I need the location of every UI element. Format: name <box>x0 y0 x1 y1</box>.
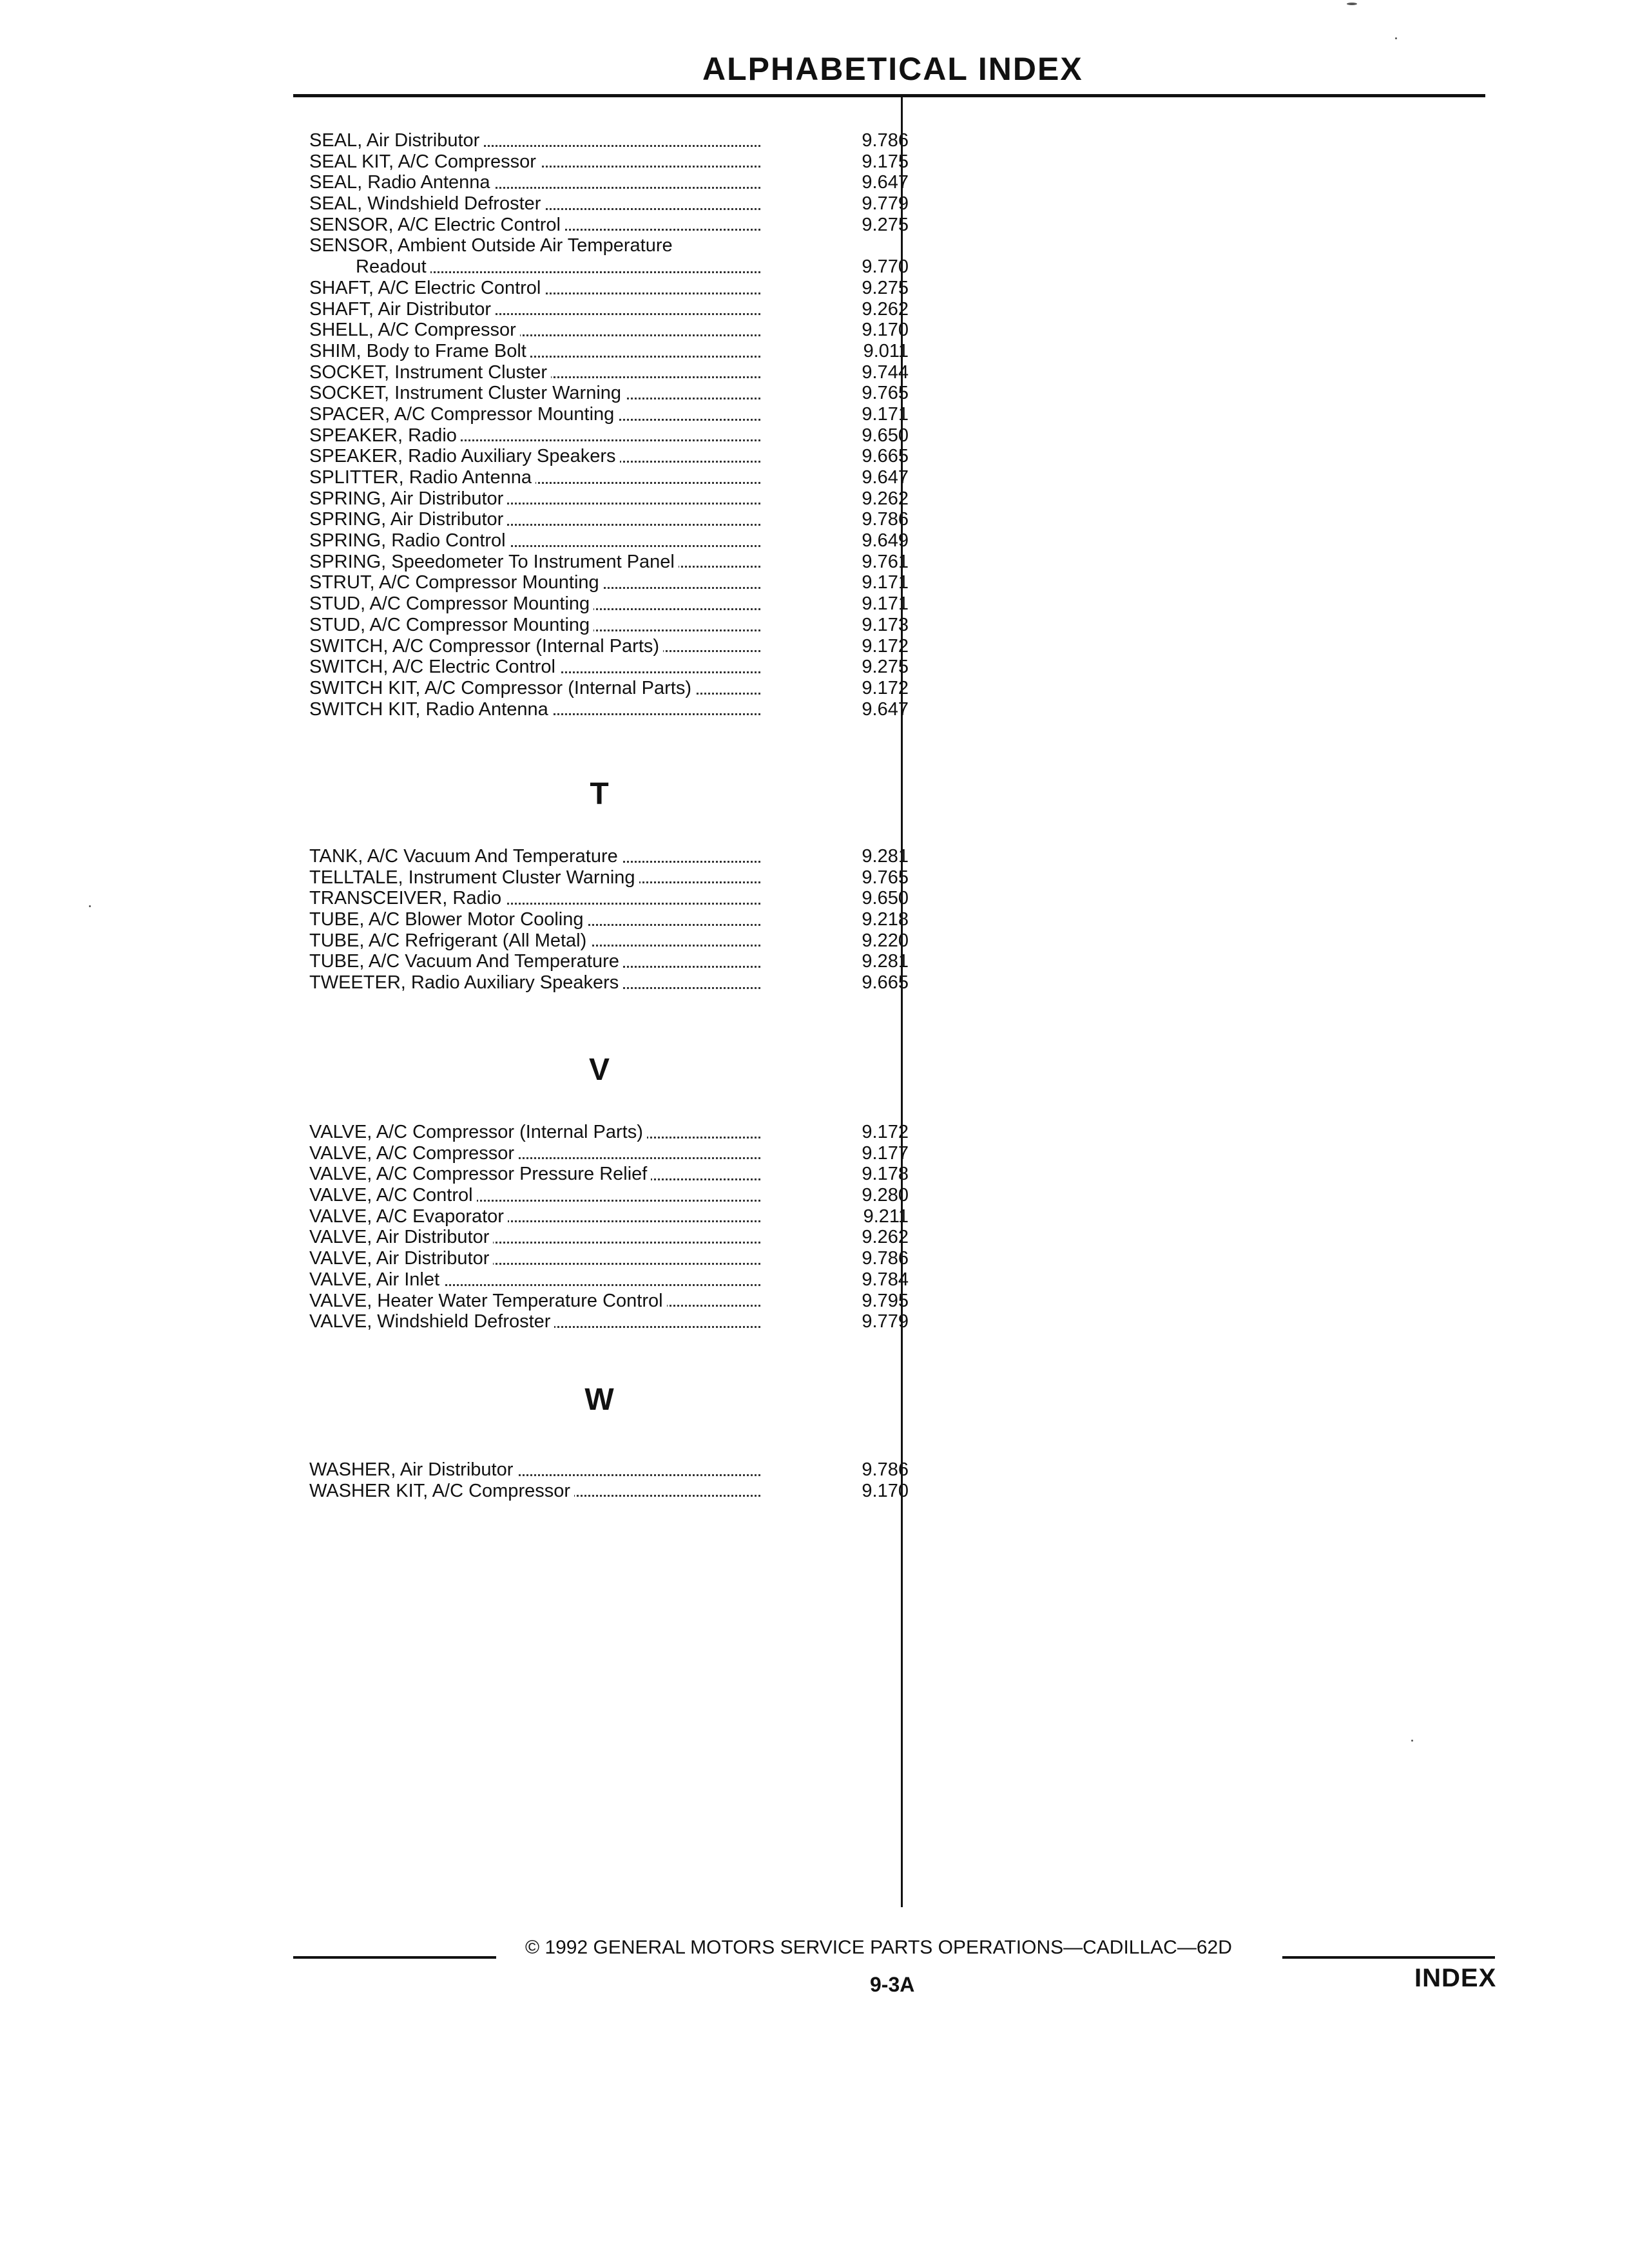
entry-page: 9.765 <box>862 867 909 888</box>
entry-name: Readout <box>309 256 430 277</box>
entry-page: 9.177 <box>862 1142 909 1164</box>
entry-name: VALVE, A/C Compressor (Internal Parts) <box>309 1122 647 1142</box>
entry-page: 9.650 <box>862 888 909 909</box>
entry-name: TUBE, A/C Vacuum And Temperature <box>309 951 623 972</box>
entry-page: 9.178 <box>862 1164 909 1185</box>
entry-name: VALVE, A/C Compressor <box>309 1143 518 1164</box>
entry-block-t <box>309 846 909 994</box>
list-item <box>309 235 902 256</box>
entry-page: 9.262 <box>862 488 909 509</box>
list-item <box>309 446 909 467</box>
copyright-line: © 1992 GENERAL MOTORS SERVICE PARTS OPERATIONS—CADILLAC—62D <box>525 1937 1232 1958</box>
list-item <box>309 172 909 193</box>
list-item <box>309 930 909 952</box>
entry-name: TRANSCEIVER, Radio <box>309 888 505 908</box>
list-item <box>309 1185 909 1206</box>
entry-block-v <box>309 1122 909 1332</box>
entry-name: TUBE, A/C Blower Motor Cooling <box>309 909 587 930</box>
entry-page: 9.220 <box>862 930 909 951</box>
entry-name: VALVE, A/C Control <box>309 1185 477 1206</box>
list-item <box>309 551 909 573</box>
entry-page: 9.281 <box>862 846 909 867</box>
list-item <box>309 383 909 404</box>
list-item <box>309 425 909 447</box>
list-item <box>309 1164 909 1185</box>
list-item <box>309 467 909 488</box>
title-rule <box>293 94 1485 97</box>
page-number: 9-3A <box>870 1973 915 1996</box>
list-item <box>309 846 909 867</box>
entry-page: 9.170 <box>862 1480 909 1501</box>
section-letter-t: T <box>590 777 609 811</box>
entry-name: SOCKET, Instrument Cluster <box>309 362 551 383</box>
entry-name: SPRING, Radio Control <box>309 530 510 551</box>
entry-page: 9.784 <box>862 1269 909 1290</box>
entry-page: 9.275 <box>862 657 909 678</box>
list-item <box>309 888 909 909</box>
entry-name: VALVE, Air Distributor <box>309 1248 493 1269</box>
entry-name: TANK, A/C Vacuum And Temperature <box>309 846 622 867</box>
entry-page: 9.175 <box>862 151 909 172</box>
entry-page: 9.770 <box>862 256 909 278</box>
entry-name: VALVE, Heater Water Temperature Control <box>309 1291 667 1311</box>
scan-speck <box>89 905 91 907</box>
entry-name: SENSOR, Ambient Outside Air Temperature <box>309 235 677 256</box>
list-item <box>309 320 909 341</box>
entry-name: VALVE, Air Inlet <box>309 1269 443 1290</box>
entry-name: SHIM, Body to Frame Bolt <box>309 341 530 361</box>
entry-name: TWEETER, Radio Auxiliary Speakers <box>309 972 622 993</box>
list-item <box>309 277 909 299</box>
footer-rule-left <box>293 1956 496 1959</box>
entry-name: SEAL, Windshield Defroster <box>309 193 545 214</box>
entry-name: SPACER, A/C Compressor Mounting <box>309 404 618 425</box>
entry-name: SPEAKER, Radio Auxiliary Speakers <box>309 446 620 466</box>
entry-page: 9.765 <box>862 383 909 404</box>
entry-page: 9.211 <box>863 1206 909 1227</box>
list-item <box>309 635 909 657</box>
list-item <box>309 1227 909 1248</box>
entry-name: STUD, A/C Compressor Mounting <box>309 615 593 635</box>
entry-name: SHAFT, Air Distributor <box>309 299 495 320</box>
list-item <box>309 256 909 278</box>
entry-block-w <box>309 1459 909 1501</box>
entry-name: VALVE, A/C Evaporator <box>309 1206 508 1227</box>
entry-page: 9.647 <box>862 698 909 720</box>
entry-page: 9.281 <box>862 951 909 972</box>
entry-page: 9.779 <box>862 1311 909 1332</box>
list-item <box>309 951 909 972</box>
list-item <box>309 361 909 383</box>
entry-name: SWITCH, A/C Electric Control <box>309 657 559 677</box>
entry-page: 9.786 <box>862 1459 909 1480</box>
entry-name: STUD, A/C Compressor Mounting <box>309 593 593 614</box>
list-item <box>309 572 909 593</box>
entry-page: 9.665 <box>862 972 909 994</box>
list-item <box>309 1311 909 1332</box>
entry-name: SHAFT, A/C Electric Control <box>309 278 545 298</box>
entry-page: 9.173 <box>862 614 909 635</box>
entry-name: SEAL, Radio Antenna <box>309 172 494 193</box>
list-item <box>309 1269 909 1291</box>
list-item <box>309 1248 909 1269</box>
list-item <box>309 340 909 362</box>
entry-name: SOCKET, Instrument Cluster Warning <box>309 383 625 403</box>
entry-name: VALVE, Windshield Defroster <box>309 1311 554 1332</box>
entry-name: SEAL KIT, A/C Compressor <box>309 151 540 172</box>
entry-page: 9.795 <box>862 1290 909 1311</box>
entry-name: SWITCH KIT, A/C Compressor (Internal Parts) <box>309 678 695 698</box>
entry-page: 9.275 <box>862 214 909 235</box>
entry-name: SPRING, Speedometer To Instrument Panel <box>309 552 679 572</box>
list-item <box>309 298 909 320</box>
entry-name: STRUT, A/C Compressor Mounting <box>309 572 603 593</box>
list-item <box>309 1290 909 1312</box>
entry-page: 9.665 <box>862 446 909 467</box>
list-item <box>309 530 909 552</box>
list-item <box>309 1142 909 1164</box>
entry-name: TUBE, A/C Refrigerant (All Metal) <box>309 930 590 951</box>
entry-name: SPRING, Air Distributor <box>309 488 507 509</box>
entry-page: 9.280 <box>862 1185 909 1206</box>
entry-name: SPEAKER, Radio <box>309 425 461 446</box>
page-title: ALPHABETICAL INDEX <box>702 51 1083 87</box>
list-item <box>309 403 909 425</box>
entry-page: 9.275 <box>862 277 909 298</box>
entry-name: SWITCH KIT, Radio Antenna <box>309 699 552 720</box>
list-item <box>309 677 909 699</box>
list-item <box>309 130 909 151</box>
section-letter-w: W <box>584 1383 614 1417</box>
list-item <box>309 593 909 615</box>
entry-page: 9.262 <box>862 1227 909 1248</box>
scan-speck <box>1411 1740 1413 1742</box>
list-item <box>309 657 909 678</box>
entry-page: 9.172 <box>862 1122 909 1142</box>
list-item <box>309 488 909 510</box>
entry-name: WASHER, Air Distributor <box>309 1459 517 1480</box>
entry-page: 9.761 <box>862 551 909 572</box>
entry-page: 9.171 <box>862 572 909 593</box>
scan-speck <box>1347 3 1357 5</box>
list-item <box>309 909 909 930</box>
list-item <box>309 614 909 636</box>
entry-name: TELLTALE, Instrument Cluster Warning <box>309 867 639 888</box>
section-label: INDEX <box>1414 1964 1497 1992</box>
entry-page: 9.172 <box>862 677 909 698</box>
list-item <box>309 214 909 236</box>
list-item <box>309 193 909 215</box>
entry-page: 9.649 <box>862 530 909 552</box>
entry-name: SENSOR, A/C Electric Control <box>309 215 564 235</box>
entry-name: SHELL, A/C Compressor <box>309 320 520 340</box>
entry-page: 9.744 <box>862 361 909 383</box>
list-item <box>309 1206 909 1227</box>
entry-name: SPLITTER, Radio Antenna <box>309 467 535 488</box>
entry-page: 9.786 <box>862 509 909 530</box>
list-item <box>309 509 909 530</box>
entry-page: 9.647 <box>862 172 909 193</box>
entry-page: 9.171 <box>862 593 909 615</box>
entry-page: 9.786 <box>862 1248 909 1269</box>
list-item <box>309 698 909 720</box>
entry-name: WASHER KIT, A/C Compressor <box>309 1481 574 1501</box>
entry-page: 9.011 <box>863 340 909 361</box>
section-letter-v: V <box>588 1053 610 1087</box>
entry-name: VALVE, Air Distributor <box>309 1227 493 1247</box>
entry-block-s <box>309 130 909 720</box>
entry-name: SEAL, Air Distributor <box>309 130 483 151</box>
scan-speck <box>1395 37 1397 39</box>
entry-page: 9.172 <box>862 635 909 657</box>
list-item <box>309 151 909 173</box>
entry-page: 9.171 <box>862 403 909 425</box>
entry-page: 9.650 <box>862 425 909 446</box>
footer-rule-right <box>1282 1956 1495 1959</box>
entry-page: 9.786 <box>862 130 909 151</box>
entry-page: 9.218 <box>862 909 909 930</box>
entry-name: SWITCH, A/C Compressor (Internal Parts) <box>309 636 663 657</box>
list-item <box>309 1122 909 1143</box>
entry-page: 9.779 <box>862 193 909 215</box>
entry-name: SPRING, Air Distributor <box>309 509 507 530</box>
entry-name: VALVE, A/C Compressor Pressure Relief <box>309 1164 651 1184</box>
list-item <box>309 972 909 994</box>
entry-page: 9.262 <box>862 298 909 320</box>
list-item <box>309 867 909 889</box>
entry-page: 9.647 <box>862 467 909 488</box>
list-item <box>309 1480 909 1502</box>
list-item <box>309 1459 909 1481</box>
entry-page: 9.170 <box>862 320 909 341</box>
